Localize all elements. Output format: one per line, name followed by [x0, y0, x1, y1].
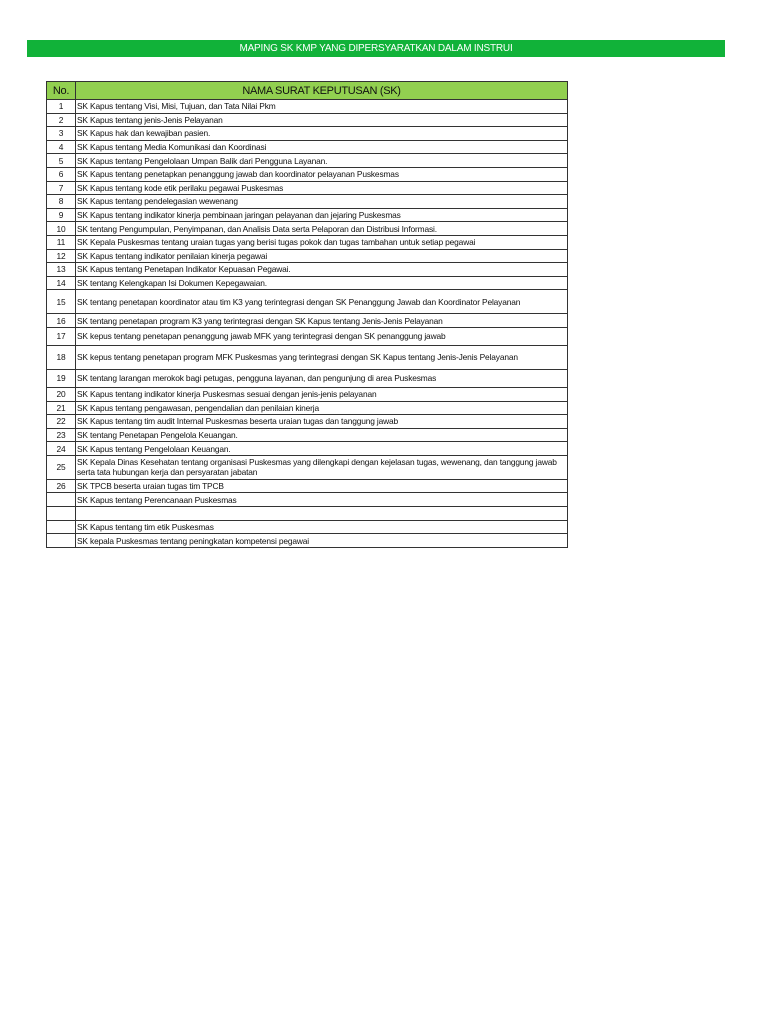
table-row: [47, 401, 568, 415]
row-number: [47, 507, 76, 521]
row-number: 5: [47, 154, 76, 168]
row-number: 8: [47, 195, 76, 209]
row-number: 24: [47, 442, 76, 456]
row-number: 15: [47, 290, 76, 314]
table-row: [47, 113, 568, 127]
table-row: [47, 195, 568, 209]
row-name: SK Kapus tentang Penetapan Indikator Kepuasan Pegawai.: [76, 263, 568, 277]
row-number: 21: [47, 401, 76, 415]
row-name: SK Kapus tentang jenis-Jenis Pelayanan: [76, 113, 568, 127]
table-row: [47, 507, 568, 521]
row-number: 10: [47, 222, 76, 236]
row-name: SK tentang Penetapan Pengelola Keuangan.: [76, 428, 568, 442]
row-number: 17: [47, 327, 76, 345]
table-row: [47, 455, 568, 479]
table-row: [47, 345, 568, 369]
row-name: SK tentang larangan merokok bagi petugas, pengguna layanan, dan pengunjung di area Puskesmas: [76, 369, 568, 387]
table-row: [47, 479, 568, 493]
row-number: 16: [47, 314, 76, 328]
row-number: 1: [47, 100, 76, 114]
row-number: 2: [47, 113, 76, 127]
row-number: 7: [47, 181, 76, 195]
table-row: [47, 140, 568, 154]
row-name: SK TPCB beserta uraian tugas tim TPCB: [76, 479, 568, 493]
row-name: SK tentang Kelengkapan Isi Dokumen Kepegawaian.: [76, 276, 568, 290]
title-banner: MAPING SK KMP YANG DIPERSYARATKAN DALAM INSTRUI: [27, 40, 725, 57]
table-row: [47, 387, 568, 401]
table-row: [47, 493, 568, 507]
row-name: SK Kapus tentang penetapkan penanggung jawab dan koordinator pelayanan Puskesmas: [76, 167, 568, 181]
row-name: SK tentang Pengumpulan, Penyimpanan, dan Analisis Data serta Pelaporan dan Distribusi Informasi.: [76, 222, 568, 236]
row-name: SK Kapus tentang pengawasan, pengendalian dan penilaian kinerja: [76, 401, 568, 415]
row-number: 9: [47, 208, 76, 222]
header-no: No.: [47, 82, 76, 100]
table-row: [47, 208, 568, 222]
row-name: SK Kapus tentang tim etik Puskesmas: [76, 520, 568, 534]
row-name: SK Kapus tentang indikator kinerja Puskesmas sesuai dengan jenis-jenis pelayanan: [76, 387, 568, 401]
row-number: 18: [47, 345, 76, 369]
row-number: 11: [47, 235, 76, 249]
row-number: 12: [47, 249, 76, 263]
row-number: 26: [47, 479, 76, 493]
row-number: 25: [47, 455, 76, 479]
row-name: SK kepus tentang penetapan program MFK Puskesmas yang terintegrasi dengan SK Kapus tentang Jenis-Jenis Pelayanan: [76, 345, 568, 369]
row-name: SK Kepala Dinas Kesehatan tentang organisasi Puskesmas yang dilengkapi dengan kejelasan tugas, wewenang, dan tanggung jawab serta tata hubungan kerja dan persyaratan jabatan: [76, 455, 568, 479]
row-name: SK Kapus tentang Perencanaan Puskesmas: [76, 493, 568, 507]
table-row: [47, 327, 568, 345]
row-number: 13: [47, 263, 76, 277]
row-name: SK kepus tentang penetapan penanggung jawab MFK yang terintegrasi dengan SK penanggung jawab: [76, 327, 568, 345]
table-row: [47, 369, 568, 387]
row-number: 4: [47, 140, 76, 154]
row-name: SK Kepala Puskesmas tentang uraian tugas yang berisi tugas pokok dan tugas tambahan untuk setiap pegawai: [76, 235, 568, 249]
row-number: 23: [47, 428, 76, 442]
table-row: [47, 167, 568, 181]
row-name: SK tentang penetapan koordinator atau tim K3 yang terintegrasi dengan SK Penanggung Jawab dan Koordinator Pelayanan: [76, 290, 568, 314]
table-row: [47, 263, 568, 277]
row-number: 14: [47, 276, 76, 290]
table-row: [47, 235, 568, 249]
row-name: SK Kapus tentang tim audit Internal Puskesmas beserta uraian tugas dan tanggung jawab: [76, 415, 568, 429]
row-name: SK Kapus tentang Media Komunikasi dan Koordinasi: [76, 140, 568, 154]
row-name: SK Kapus tentang Pengelolaan Keuangan.: [76, 442, 568, 456]
table-row: [47, 154, 568, 168]
table-row: [47, 534, 568, 548]
sk-table: [46, 81, 568, 548]
row-number: [47, 534, 76, 548]
row-number: [47, 520, 76, 534]
row-number: 6: [47, 167, 76, 181]
row-name: SK kepala Puskesmas tentang peningkatan kompetensi pegawai: [76, 534, 568, 548]
header-row: [47, 82, 568, 100]
table-row: [47, 415, 568, 429]
table-row: [47, 290, 568, 314]
table-row: [47, 520, 568, 534]
row-name: SK Kapus tentang indikator penilaian kinerja pegawai: [76, 249, 568, 263]
row-name: SK tentang penetapan program K3 yang terintegrasi dengan SK Kapus tentang Jenis-Jenis Pelayanan: [76, 314, 568, 328]
row-name: SK Kapus tentang indikator kinerja pembinaan jaringan pelayanan dan jejaring Puskesmas: [76, 208, 568, 222]
table-body: [47, 100, 568, 548]
table-row: [47, 442, 568, 456]
table-row: [47, 222, 568, 236]
table-row: [47, 428, 568, 442]
table-row: [47, 314, 568, 328]
table-row: [47, 249, 568, 263]
row-number: 20: [47, 387, 76, 401]
row-name: [76, 507, 568, 521]
row-number: 22: [47, 415, 76, 429]
table-header: [47, 82, 568, 100]
row-number: [47, 493, 76, 507]
row-number: 3: [47, 127, 76, 141]
table-row: [47, 100, 568, 114]
table-row: [47, 276, 568, 290]
row-name: SK Kapus tentang kode etik perilaku pegawai Puskesmas: [76, 181, 568, 195]
row-number: 19: [47, 369, 76, 387]
row-name: SK Kapus hak dan kewajiban pasien.: [76, 127, 568, 141]
row-name: SK Kapus tentang Visi, Misi, Tujuan, dan Tata Nilai Pkm: [76, 100, 568, 114]
table-row: [47, 181, 568, 195]
table-row: [47, 127, 568, 141]
row-name: SK Kapus tentang pendelegasian wewenang: [76, 195, 568, 209]
row-name: SK Kapus tentang Pengelolaan Umpan Balik dari Pengguna Layanan.: [76, 154, 568, 168]
header-name: NAMA SURAT KEPUTUSAN (SK): [76, 82, 568, 100]
